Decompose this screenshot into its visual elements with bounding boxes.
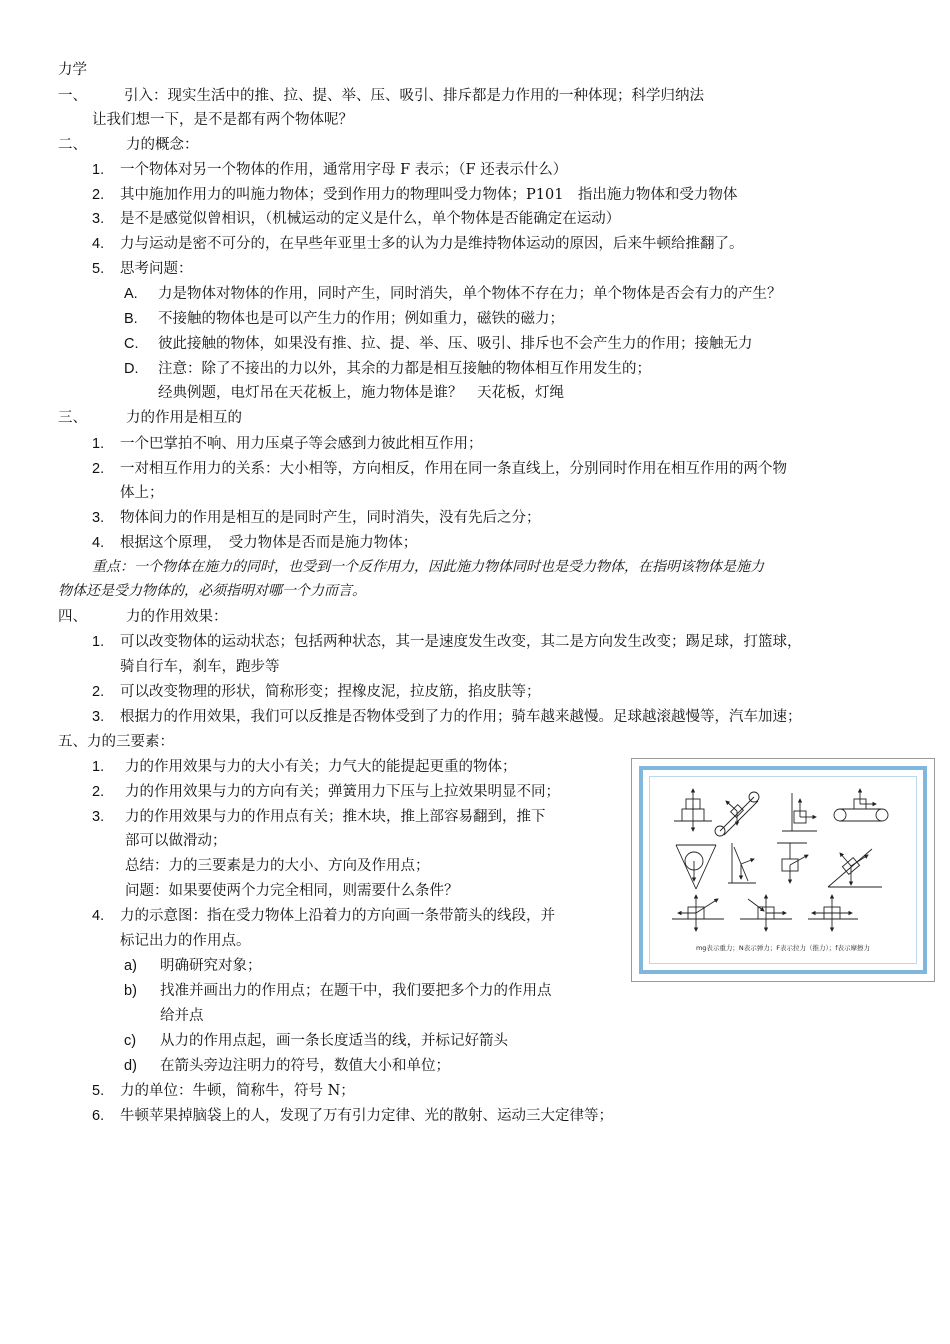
- sub-item: [124, 334, 753, 354]
- sub-text: 从力的作用点起，画一条长度适当的线，并标记好箭头: [160, 1033, 508, 1049]
- item-text: 牛顿苹果掉脑袋上的人，发现了万有引力定律、光的散射、运动三大定律等；: [120, 1108, 613, 1124]
- item-text: 一个物体对另一个物体的作用，通常用字母 F 表示；（F 还表示什么）: [120, 162, 568, 178]
- item-number: 2.: [92, 187, 105, 203]
- sub-item: [124, 284, 782, 304]
- list-item-continuation: 体上；: [120, 485, 164, 501]
- section3-marker: 三、: [58, 410, 87, 426]
- item-number: 1.: [92, 759, 105, 775]
- sub-letter: A.: [124, 286, 138, 302]
- item-number: 3.: [92, 510, 105, 526]
- item-text: 力的作用效果与力的作用点有关；推木块，推上部容易翻到，推下: [125, 809, 546, 825]
- sub-item: [124, 1056, 450, 1076]
- sub-letter: c): [124, 1033, 137, 1049]
- item-text: 可以改变物体的运动状态；包括两种状态，其一是速度发生改变，其二是方向发生改变；踢足球，打篮球，: [120, 634, 802, 650]
- sub-item: [124, 359, 651, 379]
- list-item: [92, 906, 555, 926]
- item-text: 力的作用效果与力的大小有关；力气大的能提起更重的物体；: [125, 759, 517, 775]
- item-number: 2.: [92, 784, 105, 800]
- item-number: 5.: [92, 1083, 105, 1099]
- item-text: 其中施加作用力的叫施力物体；受到作用力的物理叫受力物体；P101 指出施力物体和受力物体: [120, 187, 738, 203]
- item-number: 3.: [92, 211, 105, 227]
- list-item: [92, 185, 737, 205]
- item-text: 一对相互作用力的关系：大小相等，方向相反，作用在同一条直线上，分别同时作用在相互作用的两个物: [120, 461, 787, 477]
- diagram-pulled-block: [672, 895, 724, 931]
- diagram-block-on-wall: [782, 793, 817, 831]
- figure-caption: mg表示重力；N表示弹力；F表示拉力（推力）；f表示摩擦力: [695, 944, 871, 952]
- section5-heading: 五、力的三要素：: [58, 734, 174, 750]
- list-item: [92, 533, 417, 553]
- item-text: 物体间力的作用是相互的是同时产生，同时消失，没有先后之分；: [120, 510, 541, 526]
- item-number: 4.: [92, 236, 105, 252]
- section4-marker: 四、: [58, 609, 87, 625]
- section1-marker: 一、: [58, 88, 87, 104]
- list-item: [92, 234, 744, 254]
- sub-text: 注意：除了不接出的力以外，其余的力都是相互接触的物体相互作用发生的；: [158, 361, 651, 377]
- list-item: [92, 160, 567, 180]
- diagram-stacked-blocks: [674, 789, 712, 831]
- list-item: [92, 508, 541, 528]
- item-text: 力与运动是密不可分的，在早些年亚里士多的认为力是维持物体运动的原因，后来牛顿给推翻了。: [120, 236, 744, 252]
- sub-item-continuation: 给并点: [160, 1008, 204, 1024]
- sub-text: 明确研究对象；: [160, 958, 262, 974]
- item-number: 2.: [92, 684, 105, 700]
- sub-text: 彼此接触的物体，如果没有推、拉、提、举、压、吸引、排斥也不会产生力的作用；接触无力: [158, 336, 753, 352]
- diagram-conveyor-slope: [715, 792, 759, 836]
- section1-heading: 引入：现实生活中的推、拉、提、举、压、吸引、排斥都是力作用的一种体现；科学归纳法: [124, 88, 704, 104]
- item-number: 4.: [92, 908, 105, 924]
- list-item-continuation: 骑自行车，刹车，跑步等: [120, 659, 280, 675]
- sub-item: [124, 1031, 508, 1051]
- force-diagram-figure: [631, 758, 935, 982]
- item-number: 1.: [92, 162, 105, 178]
- list-item: [92, 209, 620, 229]
- item-text: 思考问题：: [120, 261, 193, 277]
- item-text: 根据力的作用效果，我们可以反推是否物体受到了力的作用；骑车越来越慢。足球越滚越慢等，汽车加速；: [120, 709, 802, 725]
- sub-text: 在箭头旁边注明力的符号，数值大小和单位；: [160, 1058, 450, 1074]
- sub-letter: B.: [124, 311, 138, 327]
- sub-letter: d): [124, 1058, 137, 1074]
- sub-item: [124, 956, 262, 976]
- section1-line2: 让我们想一下，是不是都有两个物体呢？: [92, 112, 353, 128]
- list-item: [92, 632, 802, 652]
- list-item: [92, 782, 560, 802]
- list-item: [92, 1106, 613, 1126]
- key-point-line1: 重点：一个物体在施力的同时，也受到一个反作用力，因此施力物体同时也是受力物体，在指明该物体是施力: [92, 559, 764, 575]
- sub-text: 找准并画出力的作用点；在题干中，我们要把多个力的作用点: [160, 983, 552, 999]
- section3-heading: 力的作用是相互的: [126, 410, 242, 426]
- list-item: [92, 459, 787, 479]
- item-text: 是不是感觉似曾相识，（机械运动的定义是什么，单个物体是否能确定在运动）: [120, 211, 621, 227]
- diagram-rod-on-wall: [728, 843, 756, 883]
- section2-heading: 力的概念：: [126, 137, 199, 153]
- item-text: 可以改变物理的形状，简称形变；捏橡皮泥，拉皮筋，掐皮肤等；: [120, 684, 541, 700]
- diagram-ball-in-groove: [676, 845, 716, 889]
- item-text: 力的单位：牛顿，简称牛，符号 N；: [120, 1083, 355, 1099]
- list-item-continuation: 部可以做滑动；: [125, 833, 227, 849]
- list-item: [92, 434, 483, 454]
- item-number: 2.: [92, 461, 105, 477]
- sub-letter: C.: [124, 336, 139, 352]
- doc-title: 力学: [58, 62, 87, 78]
- question-line: 问题：如果要使两个力完全相同，则需要什么条件？: [125, 883, 459, 899]
- list-item: [92, 259, 193, 279]
- section4-heading: 力的作用效果：: [126, 609, 228, 625]
- sub-item: [124, 309, 564, 329]
- list-item: [92, 757, 517, 777]
- section2-marker: 二、: [58, 137, 87, 153]
- sub-item-continuation: 经典例题，电灯吊在天花板上，施力物体是谁？ 天花板，灯绳: [158, 385, 564, 401]
- sub-letter: D.: [124, 361, 139, 377]
- diagram-pushed-block: [740, 895, 792, 931]
- list-item: [92, 707, 802, 727]
- summary-line: 总结：力的三要素是力的大小、方向及作用点；: [125, 858, 430, 874]
- item-number: 3.: [92, 709, 105, 725]
- item-number: 5.: [92, 261, 105, 277]
- key-point-line2: 物体还是受力物体的，必须指明对哪一个力而言。: [58, 583, 366, 599]
- sub-text: 不接触的物体也是可以产生力的作用；例如重力，磁铁的磁力；: [158, 311, 564, 327]
- item-text: 力的示意图：指在受力物体上沿着力的方向画一条带箭头的线段，并: [120, 908, 555, 924]
- sub-letter: b): [124, 983, 137, 999]
- item-number: 1.: [92, 436, 105, 452]
- item-number: 3.: [92, 809, 105, 825]
- sub-text: 力是物体对物体的作用，同时产生，同时消失，单个物体不存在力；单个物体是否会有力的产生？: [158, 286, 782, 302]
- list-item-continuation: 标记出力的作用点。: [120, 933, 251, 949]
- diagram-sliding-block: [808, 895, 858, 931]
- sub-item: [124, 981, 552, 1001]
- sub-letter: a): [124, 958, 137, 974]
- list-item: [92, 807, 546, 827]
- diagram-hanging-block: [777, 843, 808, 883]
- diagram-conveyor-belt: [834, 789, 888, 821]
- item-text: 根据这个原理， 受力物体是否而是施力物体；: [120, 535, 418, 551]
- diagram-block-on-incline: [828, 849, 882, 887]
- item-text: 力的作用效果与力的方向有关；弹簧用力下压与上拉效果明显不同；: [125, 784, 560, 800]
- item-number: 6.: [92, 1108, 105, 1124]
- item-number: 1.: [92, 634, 105, 650]
- item-number: 4.: [92, 535, 105, 551]
- list-item: [92, 1081, 355, 1101]
- list-item: [92, 682, 541, 702]
- item-text: 一个巴掌拍不响、用力压桌子等会感到力彼此相互作用；: [120, 436, 483, 452]
